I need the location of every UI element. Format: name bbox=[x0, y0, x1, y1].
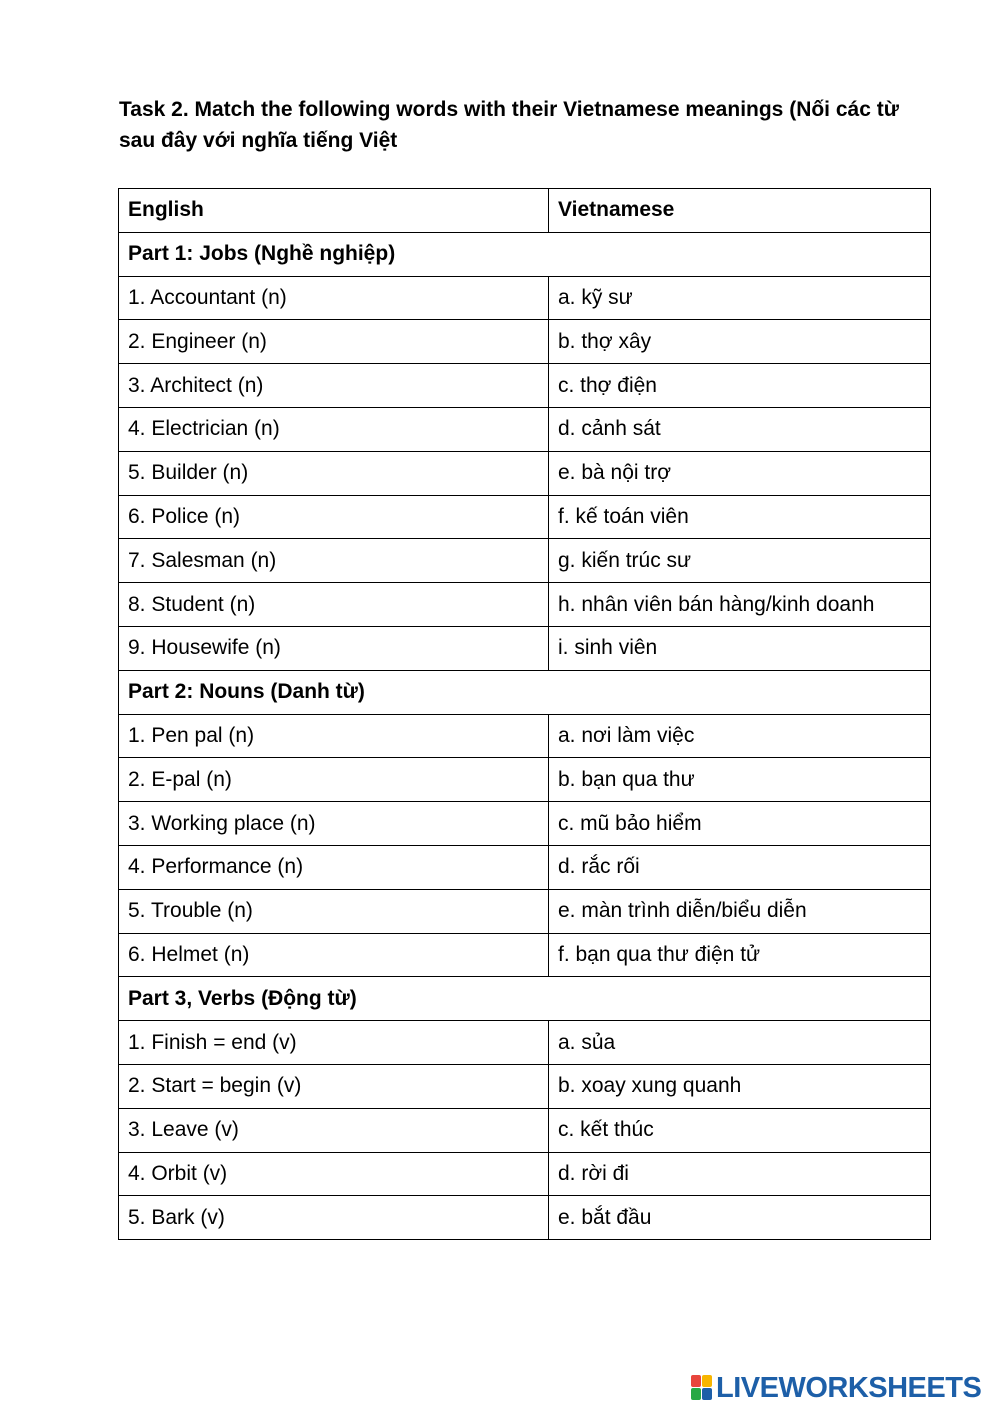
english-word: 3. Leave (v) bbox=[119, 1108, 549, 1152]
logo-text: LIVEWORKSHEETS bbox=[716, 1371, 982, 1404]
vietnamese-meaning: f. bạn qua thư điện tử bbox=[549, 933, 931, 977]
vietnamese-meaning: e. bà nội trợ bbox=[549, 451, 931, 495]
english-word: 9. Housewife (n) bbox=[119, 626, 549, 670]
logo-square-blue bbox=[702, 1388, 712, 1400]
vietnamese-meaning: d. rắc rối bbox=[549, 845, 931, 889]
table-row bbox=[119, 583, 931, 627]
vietnamese-meaning: b. xoay xung quanh bbox=[549, 1064, 931, 1108]
vietnamese-meaning: h. nhân viên bán hàng/kinh doanh bbox=[549, 583, 931, 627]
header-english: English bbox=[119, 189, 549, 233]
logo-square-red bbox=[691, 1375, 701, 1387]
english-word: 6. Police (n) bbox=[119, 495, 549, 539]
table-row bbox=[119, 276, 931, 320]
table-header-row bbox=[119, 189, 931, 233]
english-word: 1. Pen pal (n) bbox=[119, 714, 549, 758]
vietnamese-meaning: i. sinh viên bbox=[549, 626, 931, 670]
table-row bbox=[119, 1021, 931, 1065]
vocabulary-table-body bbox=[119, 189, 931, 1240]
table-row bbox=[119, 933, 931, 977]
vietnamese-meaning: a. sủa bbox=[549, 1021, 931, 1065]
vocabulary-table bbox=[118, 188, 931, 1240]
table-row bbox=[119, 626, 931, 670]
table-row bbox=[119, 714, 931, 758]
table-row bbox=[119, 451, 931, 495]
english-word: 1. Accountant (n) bbox=[119, 276, 549, 320]
table-row bbox=[119, 1152, 931, 1196]
vietnamese-meaning: f. kế toán viên bbox=[549, 495, 931, 539]
english-word: 5. Builder (n) bbox=[119, 451, 549, 495]
english-word: 5. Bark (v) bbox=[119, 1196, 549, 1240]
english-word: 4. Electrician (n) bbox=[119, 407, 549, 451]
part-heading: Part 1: Jobs (Nghề nghiệp) bbox=[119, 232, 931, 276]
table-row bbox=[119, 1196, 931, 1240]
part-heading: Part 2: Nouns (Danh từ) bbox=[119, 670, 931, 714]
english-word: 4. Orbit (v) bbox=[119, 1152, 549, 1196]
vietnamese-meaning: g. kiến trúc sư bbox=[549, 539, 931, 583]
vietnamese-meaning: b. thợ xây bbox=[549, 320, 931, 364]
table-row bbox=[119, 845, 931, 889]
table-row bbox=[119, 320, 931, 364]
part-heading-row bbox=[119, 232, 931, 276]
part-heading-row bbox=[119, 977, 931, 1021]
table-row bbox=[119, 539, 931, 583]
logo-square-green bbox=[691, 1388, 701, 1400]
table-row bbox=[119, 407, 931, 451]
english-word: 4. Performance (n) bbox=[119, 845, 549, 889]
vietnamese-meaning: c. thợ điện bbox=[549, 364, 931, 408]
header-vietnamese: Vietnamese bbox=[549, 189, 931, 233]
english-word: 2. Start = begin (v) bbox=[119, 1064, 549, 1108]
part-heading: Part 3, Verbs (Động từ) bbox=[119, 977, 931, 1021]
english-word: 3. Working place (n) bbox=[119, 802, 549, 846]
english-word: 8. Student (n) bbox=[119, 583, 549, 627]
english-word: 1. Finish = end (v) bbox=[119, 1021, 549, 1065]
english-word: 2. Engineer (n) bbox=[119, 320, 549, 364]
logo-square-yellow bbox=[702, 1375, 712, 1387]
liveworksheets-logo-icon bbox=[691, 1375, 713, 1401]
vietnamese-meaning: c. mũ bảo hiểm bbox=[549, 802, 931, 846]
vietnamese-meaning: d. cảnh sát bbox=[549, 407, 931, 451]
english-word: 7. Salesman (n) bbox=[119, 539, 549, 583]
english-word: 2. E-pal (n) bbox=[119, 758, 549, 802]
vietnamese-meaning: a. nơi làm việc bbox=[549, 714, 931, 758]
table-row bbox=[119, 1108, 931, 1152]
table-row bbox=[119, 364, 931, 408]
vietnamese-meaning: a. kỹ sư bbox=[549, 276, 931, 320]
table-row bbox=[119, 495, 931, 539]
vietnamese-meaning: b. bạn qua thư bbox=[549, 758, 931, 802]
vietnamese-meaning: d. rời đi bbox=[549, 1152, 931, 1196]
vietnamese-meaning: e. bắt đầu bbox=[549, 1196, 931, 1240]
vietnamese-meaning: e. màn trình diễn/biểu diễn bbox=[549, 889, 931, 933]
liveworksheets-logo bbox=[691, 1372, 981, 1404]
english-word: 6. Helmet (n) bbox=[119, 933, 549, 977]
part-heading-row bbox=[119, 670, 931, 714]
english-word: 5. Trouble (n) bbox=[119, 889, 549, 933]
page-title: Task 2. Match the following words with their Vietnamese meanings (Nối các từ sau đây với nghĩa tiếng Việt bbox=[119, 98, 899, 152]
table-row bbox=[119, 1064, 931, 1108]
table-row bbox=[119, 802, 931, 846]
vietnamese-meaning: c. kết thúc bbox=[549, 1108, 931, 1152]
english-word: 3. Architect (n) bbox=[119, 364, 549, 408]
table-row bbox=[119, 758, 931, 802]
table-row bbox=[119, 889, 931, 933]
